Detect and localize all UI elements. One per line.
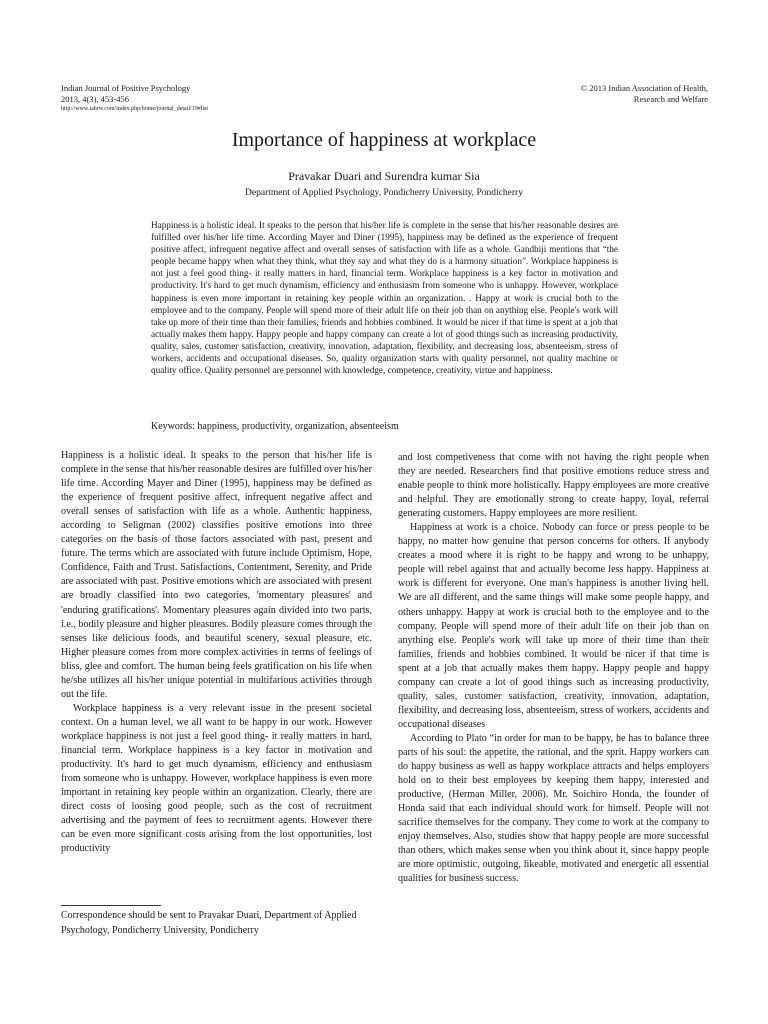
journal-name: Indian Journal of Positive Psychology — [61, 83, 191, 93]
body-column-left — [61, 449, 372, 856]
body-paragraph: Happiness is a holistic ideal. It speaks to the person that his/her life is complete in the sense that his/her reasonable desires are fulfilled over his/her life time. According Mayer and Diner (1995), happiness may be defined as the experience of frequent positive affect, infrequent negative affect and overall senses of satisfaction with life as a whole. Authentic happiness, according to Seligman (2002) classifies positive emotions into three categories on the basis of those factors associated with past, present and future. The terms which are associated with future include Optimism, Hope, Confidence, Faith and Trust. Satisfactions, Contentment, Serenity, and Pride are associated with past. Positive emotions which are associated with present are broadly classified into two categories, 'momentary pleasures' and 'enduring gratifications'. Momentary pleasures again divided into two parts, i.e., bodily pleasure and higher pleasures. Bodily pleasure comes through the senses like delicious foods, and beautiful scenery, sexual pleasure, etc. Higher pleasure comes from more complex activities in terms of feelings of bliss, glee and comfort. The human being feels gratification on his life when he/she utilizes all his/her unique potential in multifarious activities through out the life. — [61, 450, 372, 700]
journal-citation: 2013, 4(3), 453-456 — [61, 94, 129, 104]
journal-header — [61, 83, 208, 114]
body-paragraph: Workplace happiness is a very relevant issue in the present societal context. On a human level, we all want to be happy in our work. However workplace happiness is not just a feel good thing- it really matters in hard, financial term. Workplace happiness is a key factor in motivation and productivity. It's hard to get much dynamism, efficiency and enthusiasm from someone who is unhappy. However, workplace happiness is even more important in retaining key people within an organization. Clearly, there are direct costs of loosing good people, such as the cost of recruitment advertising and the payment of fees to recruitment agents. However there can be even more significant costs arising from the lost opportunities, lost productivity — [61, 702, 372, 855]
article-authors: Pravakar Duari and Surendra kumar Sia — [288, 169, 480, 183]
footnote-divider — [61, 905, 161, 906]
keywords: Keywords: happiness, productivity, organization, absenteeism — [151, 421, 399, 432]
copyright-header — [581, 83, 708, 105]
copyright-line-2: Research and Welfare — [633, 94, 708, 104]
abstract: Happiness is a holistic ideal. It speaks to the person that his/her life is complete in the sense that his/her reasonable desires are fulfilled over his/her life time. According Mayer and Diner (1995), happiness may be defined as the experience of frequent positive affect, infrequent negative affect and overall senses of satisfaction with life as a whole. Gandhiji mentions that “the people became happy when what they think, what they say and what they do is a harmony situation”. Workplace happiness is not just a feel good thing- it really matters in hard, financial term. Workplace happiness is a key factor in motivation and productivity. It's hard to get much dynamism, efficiency and enthusiasm from someone who is unhappy. However, workplace happiness is even more important in retaining key people within an organization. . Happy at work is crucial both to the employee and to the company. People will spend more of their adult life on their job than on anything else. People's work will take up more of their time than their families, friends and hobbies combined. It would be nicer if that time is spent at a job that actually makes them happy. Happy people and happy company can create a lot of good things such as increasing productivity, quality, sales, customer satisfaction, creativity, innovation, adaptation, flexibility, and decreasing loss, absenteeism, stress of workers, accidents and occupational diseases. So, quality organization starts with quality personnel, not quality machine or quality office. Quality personnel are personnel with knowledge, competence, creativity, virtue and happiness. — [151, 220, 618, 376]
body-paragraph: According to Plato “in order for man to be happy, he has to balance three parts of his soul: the appetite, the rational, and the sprit. Happy workers can do happy business as well as happy workplace attracts and helps employers hold on to their best employees by keeping them happy, interested and productive, (Herman Miller, 2006). Mr. Soichiro Honda, the founder of Honda said that each individual should work for himself. People will not sacrifice themselves for the company. They come to work at the company to enjoy themselves. Also, studies show that happy people are more successful than others, which makes sense when you think about it, since happy people are more optimistic, outgoing, likeable, motivated and energetic all essential qualities for business success. — [398, 732, 709, 885]
body-column-right — [398, 451, 709, 886]
body-paragraph: Happiness at work is a choice. Nobody can force or press people to be happy, no matter how genuine that person concerns for others. If anybody creates a mood where it is right to be happy and wrong to be unhappy, people will rebel against that and actually become less happy. Happiness at work is different for everyone. One man's happiness is another living hell. We are all different, and the same things will make some people happy, and others unhappy. Happy at work is crucial both to the employee and to the company. People will spend more of their adult life on their job than on anything else. People's work will take up more of their time than their families, friends and hobbies combined. It would be nicer if that time is spent at a job that actually makes them happy. Happy people and happy company can create a lot of good things such as increasing productivity, quality, sales, customer satisfaction, creativity, innovation, adaptation, flexibility, and decreasing loss, absenteeism, stress of workers, accidents and occupational diseases — [398, 522, 709, 730]
copyright-line-1: © 2013 Indian Association of Health, — [580, 83, 708, 93]
article-title: Importance of happiness at workplace — [231, 129, 537, 151]
author-affiliation: Department of Applied Psychology, Pondicherry University, Pondicherry — [245, 188, 523, 198]
body-paragraph: and lost competiveness that come with not having the right people when they are needed. Researchers find that positive emotions reduce stress and enable people to think more holistically. Happy employees are more creative and helpful. They are emotionally strong to create happy, loyal, referral generating customers. Happy employees are more resilient. — [398, 452, 709, 520]
correspondence-footnote: Correspondence should be sent to Pravakar Duari, Department of Applied Psychology, Pondicherry University, Pondicherry — [61, 910, 357, 936]
journal-url[interactable]: http://www.iahrw.com/index.php/home/journal_detail/19#list — [61, 106, 209, 112]
